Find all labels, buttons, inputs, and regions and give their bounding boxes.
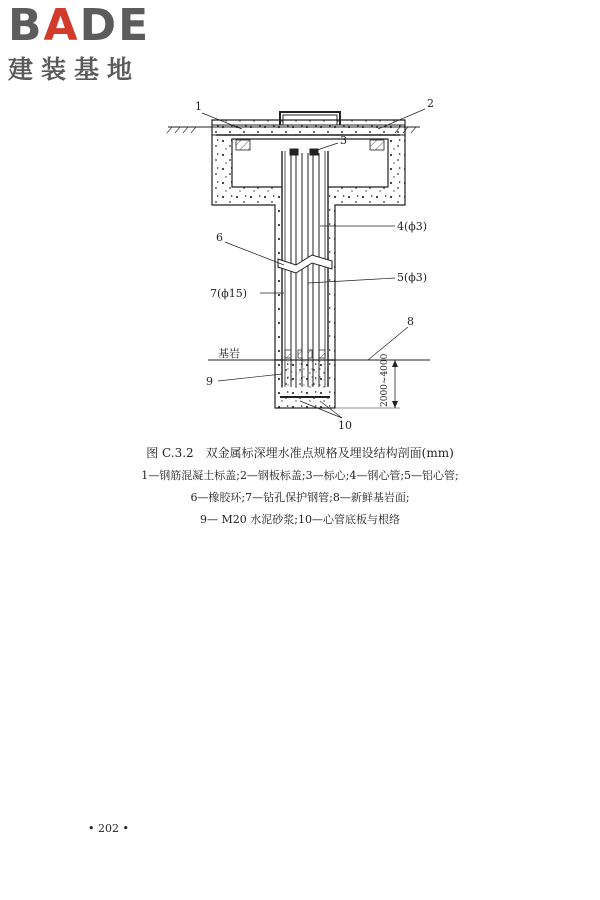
benchmark-section-figure (150, 95, 450, 435)
section-drawing (150, 95, 450, 435)
figure-legend-line-3: 9— M20 水泥砂浆;10—心管底板与根络 (200, 513, 400, 526)
callout-2: 2 (427, 97, 434, 110)
depth-dimension (336, 360, 400, 408)
callout-1: 1 (195, 100, 202, 113)
bedrock-label: 基岩 (218, 347, 240, 360)
callout-10: 10 (338, 419, 352, 432)
callout-4: 4(ϕ3) (397, 220, 428, 233)
figure-legend-line-2: 6—橡胶环;7—钻孔保护钢管;8—新鲜基岩面; (190, 491, 410, 504)
dimension-label: 2000~4000 (380, 353, 390, 407)
figure-legend-line-1: 1—钢筋混凝土标盖;2—钢板标盖;3—标心;4—钢心管;5—铝心管; (141, 469, 459, 482)
callout-9: 9 (206, 375, 213, 388)
mortar-block (275, 360, 335, 408)
callout-3: 3 (340, 134, 347, 147)
callout-6: 6 (216, 231, 223, 244)
callout-5: 5(ϕ3) (397, 271, 428, 284)
page-number: • 202 • (88, 822, 129, 835)
logo-subtitle: 建装基地 (8, 55, 141, 84)
callout-8: 8 (407, 315, 414, 328)
figure-caption-title: 图 C.3.2 双金属标深埋水准点规格及埋设结构剖面(mm) (146, 446, 454, 460)
callout-7: 7(ϕ15) (210, 287, 248, 300)
bade-logo (8, 0, 178, 86)
logo-wordmark: BADE (8, 0, 151, 51)
